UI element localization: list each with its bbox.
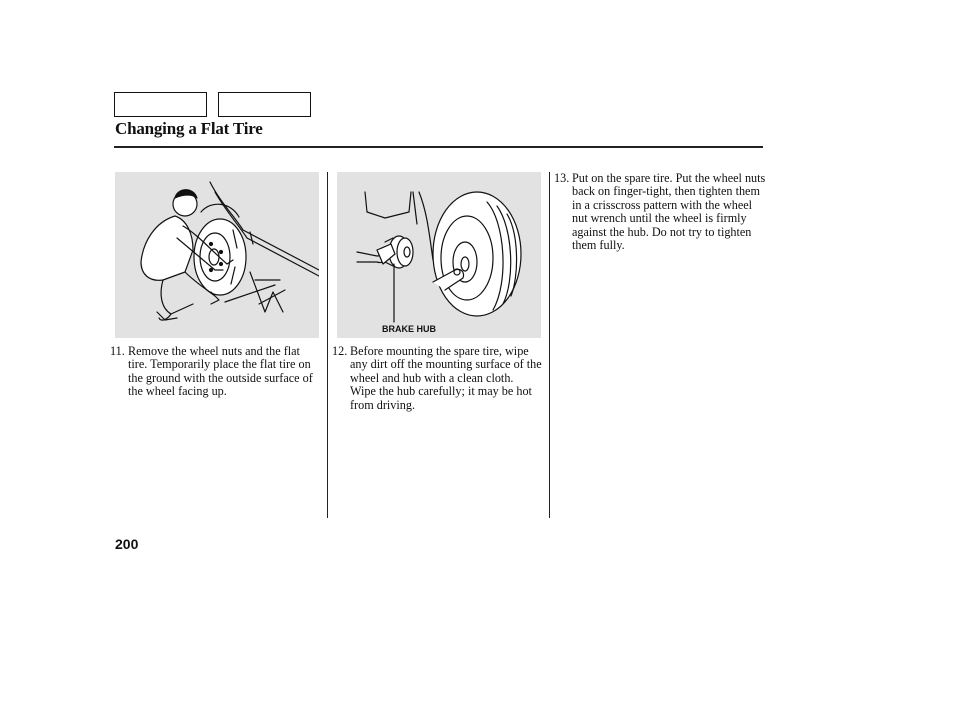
step-number: 12.	[332, 344, 348, 358]
title-divider	[114, 146, 763, 148]
step-13	[554, 172, 766, 252]
nav-tab-2[interactable]	[218, 92, 311, 117]
brake-hub-illustration	[337, 172, 541, 338]
remove-wheel-illustration	[115, 172, 319, 338]
page-title: Changing a Flat Tire	[115, 119, 263, 138]
step-12	[332, 345, 542, 412]
column-divider	[549, 172, 550, 518]
page-number: 200	[115, 536, 139, 552]
step-text: Before mounting the spare tire, wipe any dirt off the mounting surface of the wheel and hub with a clean cloth. Wipe the hub carefully; it may be hot from driving.	[350, 344, 542, 412]
step-text: Put on the spare tire. Put the wheel nuts back on finger-tight, then tighten them in a crisscross pattern with the wheel nut wrench until the wheel is firmly against the hub. Do not try to tighten them fully.	[572, 171, 766, 253]
step-11	[110, 345, 322, 399]
brake-hub-label: BRAKE HUB	[382, 324, 436, 334]
step-number: 13.	[554, 171, 570, 185]
brake-hub-and-spare-tire-image	[337, 172, 541, 338]
column-divider	[327, 172, 328, 518]
mechanic-removing-tire-image	[115, 172, 319, 338]
nav-tab-1[interactable]	[114, 92, 207, 117]
step-number: 11.	[110, 344, 125, 358]
step-text: Remove the wheel nuts and the flat tire. Temporarily place the flat tire on the ground with the outside surface of the wheel facing up.	[128, 344, 313, 399]
